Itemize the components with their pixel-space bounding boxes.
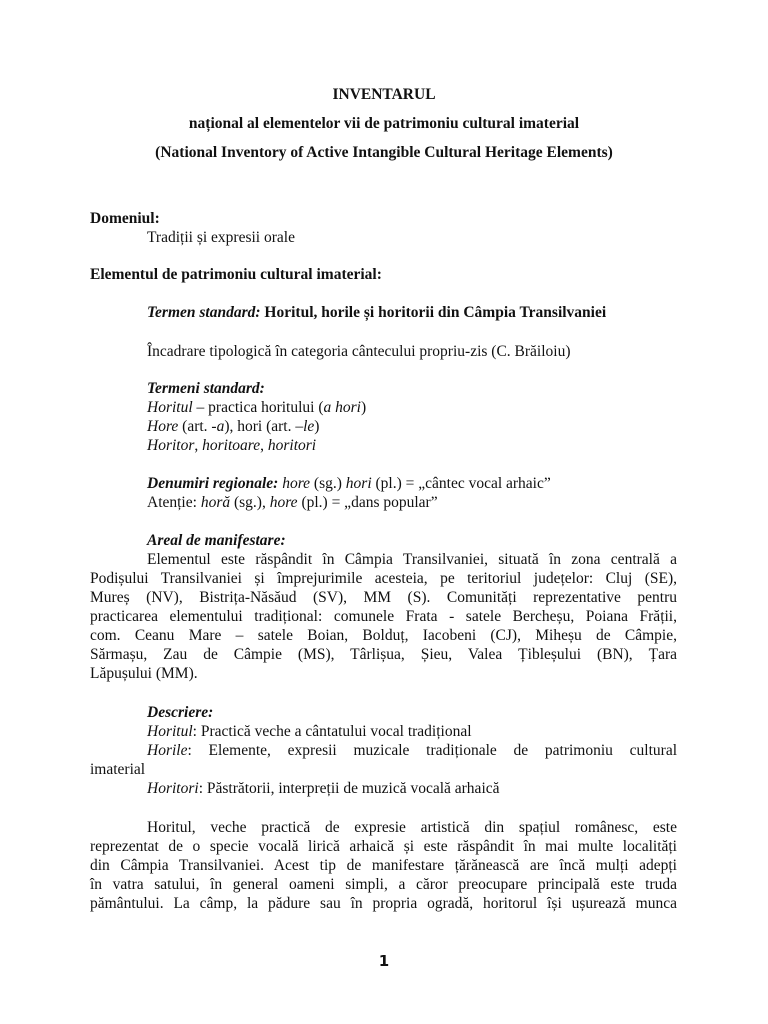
term-text: (art. - bbox=[178, 418, 217, 435]
area-text-line: Podișului Transilvaniei și împrejurimile acesteia, pe teritoriul județelor: Cluj (SE), bbox=[90, 570, 677, 587]
area-text-line: Mureș (NV), Bistrița-Năsăud (SV), MM (S). Comunități reprezentative pentru bbox=[90, 589, 677, 606]
term-text: – practica horitului ( bbox=[192, 399, 324, 416]
description-horitori bbox=[147, 780, 500, 798]
term-suffix-a: a bbox=[216, 418, 225, 435]
regional-hore: hore bbox=[282, 475, 311, 492]
standard-term-label: Termen standard: bbox=[147, 304, 261, 321]
description-definition: : Elemente, expresii muzicale tradiționale de patrimoniu cultural bbox=[187, 742, 677, 759]
description-horile-cont: imaterial bbox=[90, 761, 146, 778]
regional-attention: Atenție: bbox=[147, 494, 201, 511]
description-term: Horile bbox=[147, 742, 188, 759]
standard-term-value: Horitul, horile și horitorii din Câmpia Transilvaniei bbox=[264, 304, 607, 321]
domain-label: Domeniul: bbox=[90, 210, 160, 227]
term-horitori: horitori bbox=[267, 437, 317, 454]
domain-value: Tradiții și expresii orale bbox=[147, 229, 295, 246]
term-a-hori: a hori bbox=[323, 399, 361, 416]
document-subtitle: național al elementelor vii de patrimoniu cultural imaterial bbox=[188, 115, 580, 132]
regional-hori: hori bbox=[345, 475, 372, 492]
regional-names-label: Denumiri regionale: bbox=[147, 475, 279, 492]
area-text-line: Elementul este răspândit în Câmpia Transilvaniei, situată în zona centrală a bbox=[147, 551, 677, 568]
standard-terms-line-3 bbox=[147, 437, 316, 455]
regional-hora: horă bbox=[200, 494, 231, 511]
standard-terms-label: Termeni standard: bbox=[147, 380, 265, 397]
description-definition: : Practică veche a cântatului vocal tradițional bbox=[192, 723, 472, 740]
regional-text: (sg.) bbox=[310, 475, 346, 492]
element-heading: Elementul de patrimoniu cultural imaterial: bbox=[90, 266, 382, 283]
term-horitor: Horitor bbox=[147, 437, 195, 454]
page-number: 1 bbox=[378, 952, 390, 970]
term-text: , bbox=[194, 437, 203, 454]
area-text-line: practicarea elementului tradițional: comunele Frata - satele Bercheșu, Poiana Frății, bbox=[90, 608, 677, 625]
term-suffix-le: le bbox=[303, 418, 315, 435]
body-paragraph-line: pământului. La câmp, la pădure sau în propria ogradă, horitorul își ușurează munca bbox=[90, 895, 677, 912]
term-text: ) bbox=[360, 399, 367, 416]
term-text: , bbox=[260, 437, 268, 454]
area-text-line: com. Ceanu Mare – satele Boian, Bolduț, Iacobeni (CJ), Miheșu de Câmpie, bbox=[90, 627, 677, 644]
term-hore: Hore bbox=[147, 418, 179, 435]
description-horitul bbox=[147, 723, 472, 741]
regional-text: (sg.), bbox=[230, 494, 270, 511]
standard-term-line bbox=[147, 304, 606, 322]
area-text-line: Lăpușului (MM). bbox=[90, 665, 198, 682]
description-horile bbox=[147, 742, 677, 760]
regional-hore: hore bbox=[269, 494, 298, 511]
regional-text: (pl.) = „dans popular” bbox=[297, 494, 438, 511]
typological-classification: Încadrare tipologică în categoria cântecului propriu-zis (C. Brăiloiu) bbox=[147, 343, 571, 360]
regional-names-line-2 bbox=[147, 494, 438, 512]
body-paragraph-line: în vatra satului, în general oameni simpli, a căror preocupare principală este truda bbox=[90, 876, 677, 893]
description-label: Descriere: bbox=[147, 704, 214, 721]
body-paragraph-line: Horitul, veche practică de expresie artistică din spațiul românesc, este bbox=[147, 819, 677, 836]
description-term: Horitul bbox=[147, 723, 193, 740]
regional-text: (pl.) = „cântec vocal arhaic” bbox=[371, 475, 551, 492]
standard-terms-line-2 bbox=[147, 418, 319, 436]
body-paragraph-line: reprezentat de o specie vocală lirică arhaică și este răspândit în mai multe localități bbox=[90, 838, 677, 855]
term-horitul: Horitul bbox=[147, 399, 193, 416]
area-text-line: Sărmașu, Zau de Câmpie (MS), Târlișua, Șieu, Valea Țibleșului (BN), Țara bbox=[90, 646, 677, 663]
area-label: Areal de manifestare: bbox=[147, 532, 286, 549]
description-term: Horitori bbox=[147, 780, 199, 797]
term-text: ), hori (art. – bbox=[224, 418, 304, 435]
description-definition: : Păstrătorii, interpreții de muzică vocală arhaică bbox=[198, 780, 500, 797]
body-paragraph-line: din Câmpia Transilvaniei. Acest tip de manifestare țărănească are încă mulți adepți bbox=[90, 857, 677, 874]
standard-terms-line-1 bbox=[147, 399, 366, 417]
term-horitoare: horitoare bbox=[202, 437, 261, 454]
document-subtitle-english: (National Inventory of Active Intangible Cultural Heritage Elements) bbox=[155, 144, 613, 161]
regional-names-line-1 bbox=[147, 475, 551, 493]
term-text: ) bbox=[314, 418, 320, 435]
document-title: INVENTARUL bbox=[332, 86, 436, 103]
